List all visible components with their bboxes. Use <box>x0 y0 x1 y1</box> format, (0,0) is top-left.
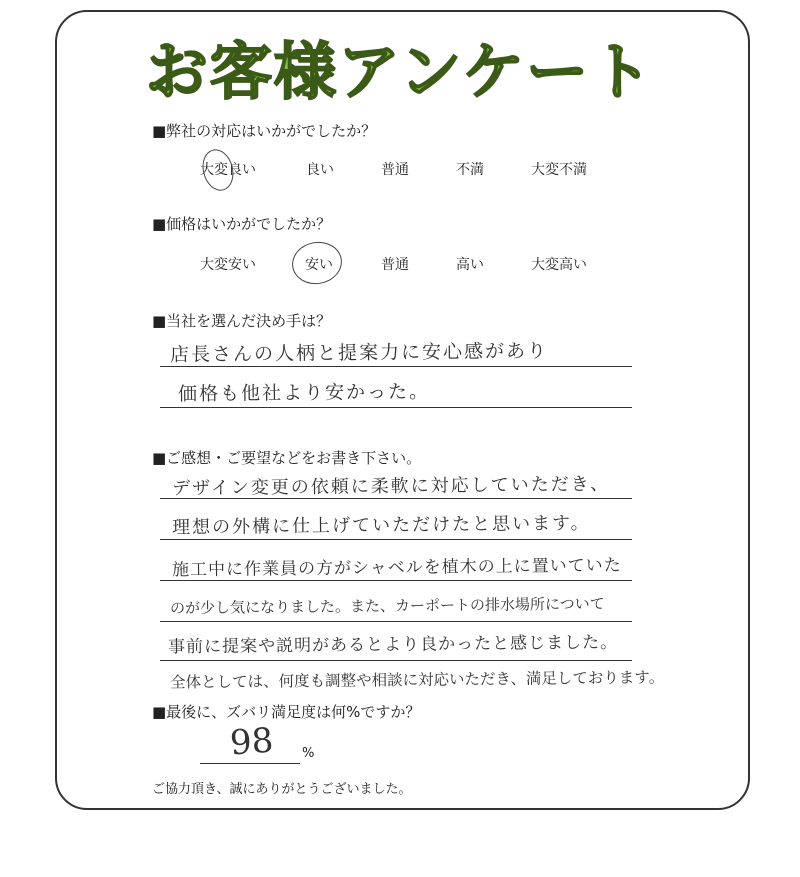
option-service-good: 良い <box>306 162 334 178</box>
option-price-cheap: 安い <box>305 257 333 273</box>
thanks-message: ご協力頂き、誠にありがとうございました。 <box>152 782 412 797</box>
answer-comment-line: 全体としては、何度も調整や相談に対応いただき、満足しております。 <box>169 668 665 692</box>
option-price-very-expensive: 大変高い <box>531 257 587 273</box>
answer-rule <box>160 407 632 408</box>
option-service-normal: 普通 <box>381 162 409 178</box>
satisfaction-unit: % <box>302 746 315 761</box>
answer-reason-line: 価格も他社より安かった。 <box>177 380 431 406</box>
answer-rule <box>160 366 632 367</box>
question-service: ■弊社の対応はいかがでしたか？ <box>152 122 377 140</box>
answer-reason-line: 店長さんの人柄と提案力に安心感があり <box>169 340 549 366</box>
survey-title: お客様アンケート <box>145 35 655 108</box>
option-service-very-unsatisfied: 大変不満 <box>531 162 587 178</box>
satisfaction-value: 98 <box>228 720 275 764</box>
question-comments: ■ご感想・ご要望などをお書き下さい。 <box>152 449 422 467</box>
question-price: ■価格はいかがでしたか？ <box>152 215 332 233</box>
answer-comment-line: 理想の外構に仕上げていただけたと思います。 <box>171 512 591 539</box>
answer-comment-line: 施工中に作業員の方がシャベルを植木の上に置いていた <box>171 555 622 581</box>
answer-rule <box>160 660 632 661</box>
answer-comment-line: デザイン変更の依頼に柔軟に対応していただき、 <box>171 473 611 500</box>
answer-rule <box>160 539 632 540</box>
answer-comment-line: のが少し気になりました。また、カーポートの排水場所について <box>169 594 605 618</box>
question-satisfaction: ■最後に、ズバリ満足度は何%ですか？ <box>152 703 421 721</box>
option-service-unsatisfied: 不満 <box>456 162 484 178</box>
satisfaction-rule <box>200 763 300 764</box>
answer-rule <box>160 621 632 622</box>
question-reason: ■当社を選んだ決め手は？ <box>152 312 332 330</box>
option-price-very-cheap: 大変安い <box>200 257 256 273</box>
answer-rule <box>160 580 632 581</box>
answer-comment-line: 事前に提案や説明があるとより良かったと感じました。 <box>167 632 619 658</box>
option-price-expensive: 高い <box>456 257 484 273</box>
option-service-very-good: 大変良い <box>200 162 256 178</box>
answer-rule <box>160 498 632 499</box>
option-price-normal: 普通 <box>381 257 409 273</box>
